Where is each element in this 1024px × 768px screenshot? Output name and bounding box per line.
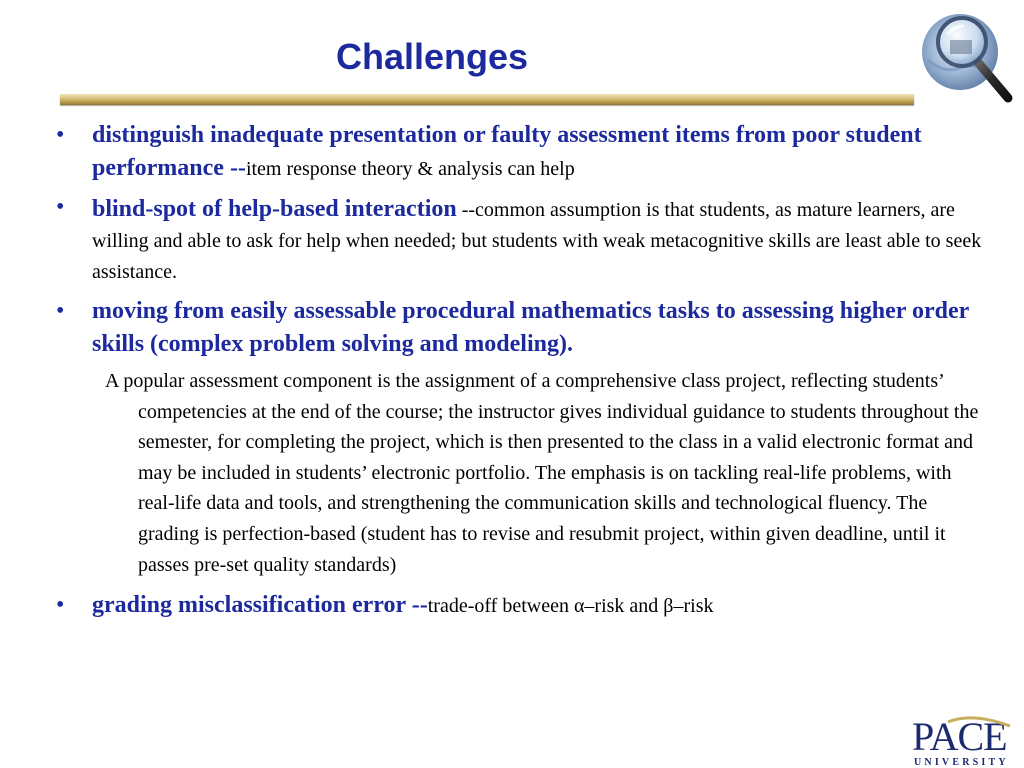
bullet-icon: • xyxy=(56,194,65,220)
bullet-lead-text: blind-spot of help-based interaction xyxy=(92,196,457,222)
project-description-paragraph: A popular assessment component is the assignment of a comprehensive class project, reflecting students’ competencies at the end of the course; the instructor gives individual guidance to students throughout the semester, for completing the project, which is then presented to the class in a valid electronic format and may be included in students’ electronic portfolio. The emphasis is on tackling real-life problems, with real-life data and tools, and strengthening the communication skills and technological fluency. The grading is perfection-based (student has to revise and resubmit project, within given deadline, until it passes pre-set quality standards) xyxy=(105,370,979,576)
bullet-body-text: --common assumption is that students, as mature learners, are willing and able to ask for help when needed; but students with weak metacognitive skills are least able to seek assistance. xyxy=(92,199,982,283)
bullet-item xyxy=(56,589,991,623)
logo-subtitle: UNIVERSITY xyxy=(914,757,1009,768)
logo-wordmark: PACE xyxy=(912,714,1007,759)
pace-university-logo xyxy=(910,712,1022,768)
slide-title: Challenges xyxy=(336,36,529,77)
bullet-icon: • xyxy=(56,592,65,619)
bullet-body-text: trade-off between α–risk and β–risk xyxy=(427,595,714,618)
title-underline-bar xyxy=(60,94,914,105)
bullet-list xyxy=(56,119,991,623)
bullet-icon: • xyxy=(56,122,65,148)
magnifier-disc-icon xyxy=(916,2,1020,106)
bullet-lead-text: distinguish inadequate presentation or faulty assessment items from poor student performance -- xyxy=(92,122,922,181)
bullet-lead-text: grading misclassification error -- xyxy=(92,592,428,619)
bullet-item xyxy=(56,119,991,186)
bullet-item xyxy=(56,194,991,288)
bullet-body-text: item response theory & analysis can help xyxy=(245,158,575,180)
bullet-item xyxy=(56,295,991,361)
bullet-icon: • xyxy=(56,298,65,324)
bullet-lead-text: moving from easily assessable procedural mathematics tasks to assessing higher order skills (complex problem solving and modeling). xyxy=(92,298,969,357)
